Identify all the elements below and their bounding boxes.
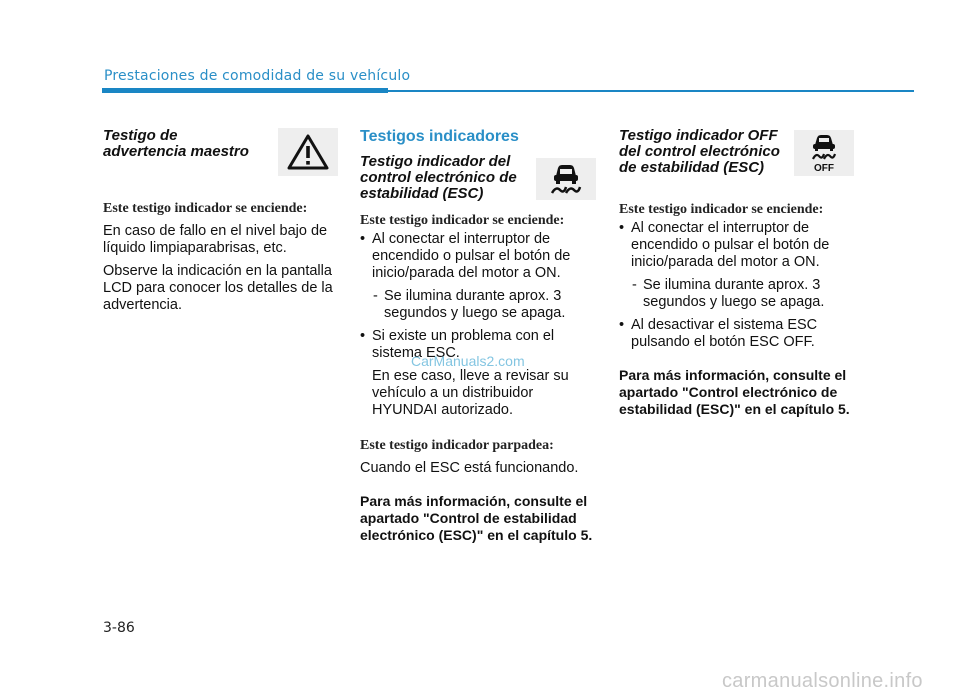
esc-bullet-2-cont: En ese caso, lleve a revisar su vehículo a un distribuidor HYUNDAI autorizado. [372,368,569,418]
warning-triangle-icon [286,133,330,171]
esc-off-icon-label: OFF [814,163,834,174]
esc-on-list [360,231,600,419]
esc-bullet-1: Al conectar el interruptor de encendido o pulsar el botón de inicio/parada del motor a ON. [372,231,571,281]
list-item [360,328,600,419]
esc-trigger-flash: Este testigo indicador parpadea: [360,438,554,453]
watermark-bottom: carmanualsonline.info [722,670,923,692]
esc-off-trigger: Este testigo indicador se enciende: [619,202,824,217]
master-warning-trigger: Este testigo indicador se enciende: [103,201,308,216]
header-rule-thin [388,90,914,92]
header-title: Prestaciones de comodidad de su vehículo [104,68,411,84]
master-warning-heading: Testigo de advertencia maestro [103,127,249,160]
master-warning-text-2: Observe la indicación en la pantalla LCD para conocer los detalles de la advertencia. [103,263,333,313]
esc-icon-box [536,158,596,200]
esc-off-list [619,220,857,351]
esc-trigger-on: Este testigo indicador se enciende: [360,213,565,228]
esc-off-icon [804,132,844,174]
esc-off-sub-1: - Se ilumina durante aprox. 3 segundos y luego se apaga. [631,277,857,311]
warning-triangle-icon-box [278,128,338,176]
header-rule-thick [102,88,388,93]
watermark-center: CarManuals2.com [411,353,525,369]
list-item [619,317,857,351]
page-number: 3-86 [103,620,135,636]
list-item [619,220,857,311]
esc-skid-car-icon [546,161,586,197]
list-item [360,231,600,322]
esc-off-note: Para más información, consulte el apartado "Control electrónico de estabilidad (ESC)" en el capítulo 5. [619,367,850,417]
esc-off-bullet-1: Al conectar el interruptor de encendido o pulsar el botón de inicio/parada del motor a ON. [631,220,830,270]
esc-sub-1: - Se ilumina durante aprox. 3 segundos y luego se apaga. [372,288,600,322]
esc-heading: Testigo indicador del control electrónico de estabilidad (ESC) [360,153,517,202]
esc-off-heading: Testigo indicador OFF del control electrónico de estabilidad (ESC) [619,127,780,176]
esc-flash-text: Cuando el ESC está funcionando. [360,460,579,476]
section-title: Testigos indicadores [360,128,519,145]
esc-off-icon-box [794,130,854,176]
esc-note: Para más información, consulte el apartado "Control de estabilidad electrónico (ESC)" en el capítulo 5. [360,493,593,543]
master-warning-text-1: En caso de fallo en el nivel bajo de líquido limpiaparabrisas, etc. [103,223,328,256]
esc-bullet-2: Si existe un problema con el sistema ESC. [372,328,555,361]
esc-off-bullet-2: Al desactivar el sistema ESC pulsando el botón ESC OFF. [631,317,818,350]
